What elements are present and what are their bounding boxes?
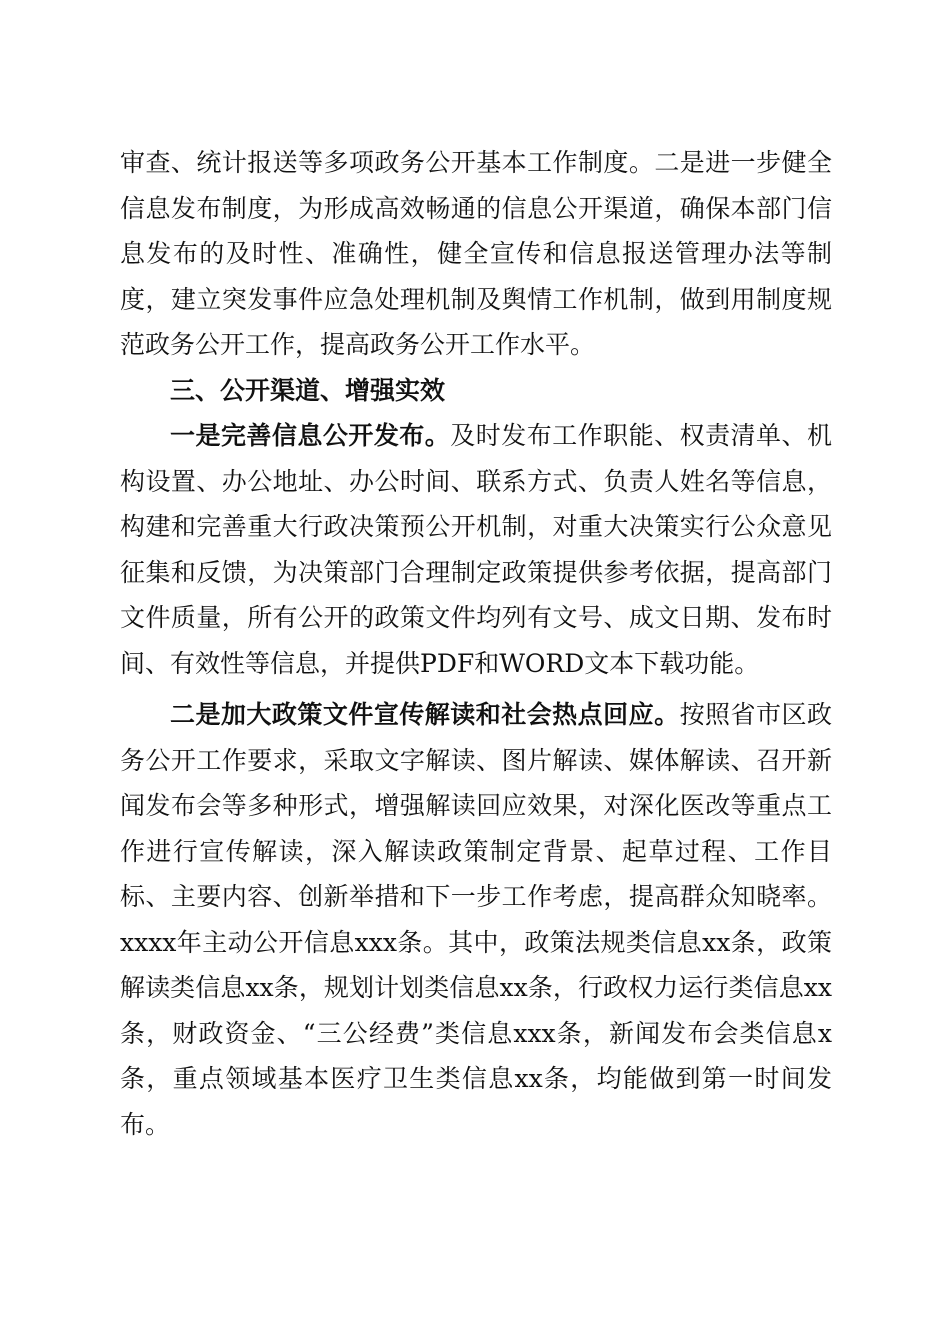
paragraph-lead: 二是加大政策文件宣传解读和社会热点回应。 [170,700,680,729]
paragraph-body: 按照省市区政务公开工作要求，采取文字解读、图片解读、媒体解读、召开新闻发布会等多种形式，增强解读回应效果，对深化医改等重点工作进行宣传解读，深入解读政策制定背景、起草过程、工作目标、主要内容、创新举措和下一步工作考虑，提高群众知晓率。xxxx年主动公开信息xxx条。其中，政策法规类信息xx条，政策解读类信息xx条，规划计划类信息xx条，行政权力运行类信息xx条，财政资金、“三公经费”类信息xxx条，新闻发布会类信息x条，重点领域基本医疗卫生类信息xx条，均能做到第一时间发布。 [120,700,832,1139]
section-heading: 三、公开渠道、增强实效 [170,375,446,405]
document-body [120,140,832,1147]
paragraph-publish-info [120,413,832,686]
paragraph-body: 及时发布工作职能、权责清单、机构设置、办公地址、办公时间、联系方式、负责人姓名等信息，构建和完善重大行政决策预公开机制，对重大决策实行公众意见征集和反馈，为决策部门合理制定政策提供参考依据，提高部门文件质量，所有公开的政策文件均列有文号、成文日期、发布时间、有效性等信息，并提供PDF和WORD文本下载功能。 [120,421,832,678]
paragraph-continued: 审查、统计报送等多项政务公开基本工作制度。二是进一步健全信息发布制度，为形成高效畅通的信息公开渠道，确保本部门信息发布的及时性、准确性，健全宣传和信息报送管理办法等制度，建立突发事件应急处理机制及舆情工作机制，做到用制度规范政务公开工作，提高政务公开工作水平。 [120,148,832,359]
paragraph-lead: 一是完善信息公开发布。 [170,421,451,450]
paragraph-policy-interpretation [120,692,832,1147]
